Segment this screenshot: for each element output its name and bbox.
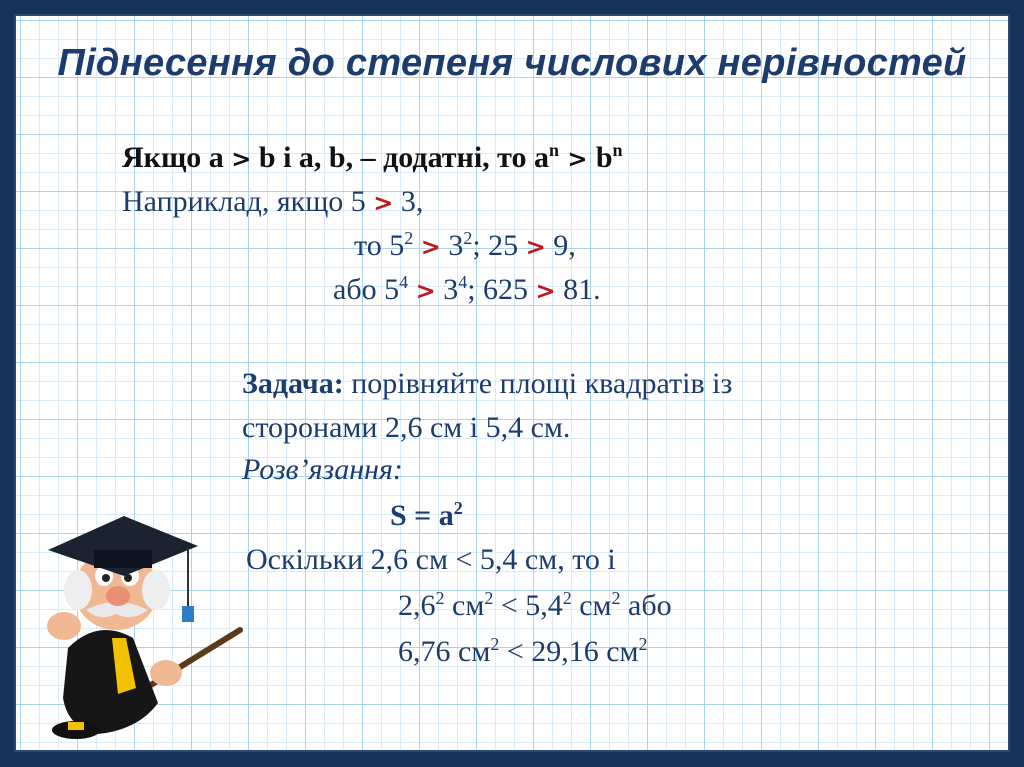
- task-label: Задача:: [242, 367, 344, 400]
- ex2-gt1: >: [420, 233, 441, 261]
- rule-b: b: [595, 141, 613, 174]
- ex3-c: ; 625: [467, 273, 536, 306]
- ex3-gt2: >: [535, 277, 556, 305]
- formula-exp: 2: [453, 498, 463, 518]
- i1-e3: 2: [562, 588, 572, 608]
- professor-mascot-icon: [28, 498, 248, 743]
- rule-gt2: >: [559, 145, 596, 173]
- i1-e4: 2: [611, 588, 621, 608]
- ex3-exp2: 4: [458, 272, 468, 292]
- i2-a: 6,76 см: [398, 635, 491, 668]
- rule-prefix: Якщо a: [122, 141, 232, 174]
- example-intro-end: 3,: [393, 185, 424, 218]
- ex3-d: 81.: [555, 273, 601, 306]
- inequality-1: [398, 588, 672, 624]
- ex3-a: або 5: [333, 273, 400, 306]
- task-line1: [242, 366, 732, 402]
- example-line3: [333, 272, 601, 309]
- slide-title: Піднесення до степеня числових нерівностей: [57, 42, 967, 84]
- example-intro: [122, 184, 423, 221]
- ex2-exp2: 2: [463, 228, 473, 248]
- since-line: Оскільки 2,6 см < 5,4 см, то і: [246, 543, 616, 576]
- inequality-2: [398, 634, 648, 670]
- i1-e2: 2: [484, 588, 494, 608]
- i2-b: < 29,16 см: [499, 635, 639, 668]
- ex2-d: 9,: [545, 229, 576, 262]
- ex2-b: 3: [440, 229, 464, 262]
- example-intro-gt: >: [373, 189, 394, 217]
- i2-e2: 2: [638, 634, 648, 654]
- rule-line: [122, 140, 623, 177]
- ex3-b: 3: [435, 273, 459, 306]
- ex3-gt1: >: [415, 277, 436, 305]
- task-line2: сторонами 2,6 см і 5,4 см.: [242, 411, 571, 444]
- ex2-c: ; 25: [472, 229, 526, 262]
- i1-c: < 5,4: [493, 589, 563, 622]
- rule-exp1: n: [549, 140, 560, 160]
- ex3-exp1: 4: [399, 272, 409, 292]
- ex2-a: то 5: [354, 229, 405, 262]
- formula-base: S = a: [390, 499, 454, 532]
- i1-f: або: [620, 589, 672, 622]
- area-formula: [390, 498, 463, 534]
- example-intro-text: Наприклад, якщо 5: [122, 185, 374, 218]
- ex2-exp1: 2: [404, 228, 414, 248]
- i1-b: см: [444, 589, 485, 622]
- ex2-gt2: >: [525, 233, 546, 261]
- rule-middle: b і a, b, – додатні, то a: [251, 141, 550, 174]
- example-line2: [354, 228, 576, 265]
- i1-a: 2,6: [398, 589, 436, 622]
- rule-exp2: n: [612, 140, 623, 160]
- solution-label: Розв’язання:: [242, 453, 403, 486]
- task-text1: порівняйте площі квадратів із: [343, 367, 733, 400]
- i1-e1: 2: [435, 588, 445, 608]
- rule-gt: >: [231, 145, 252, 173]
- i1-d: см: [571, 589, 612, 622]
- i2-e1: 2: [490, 634, 500, 654]
